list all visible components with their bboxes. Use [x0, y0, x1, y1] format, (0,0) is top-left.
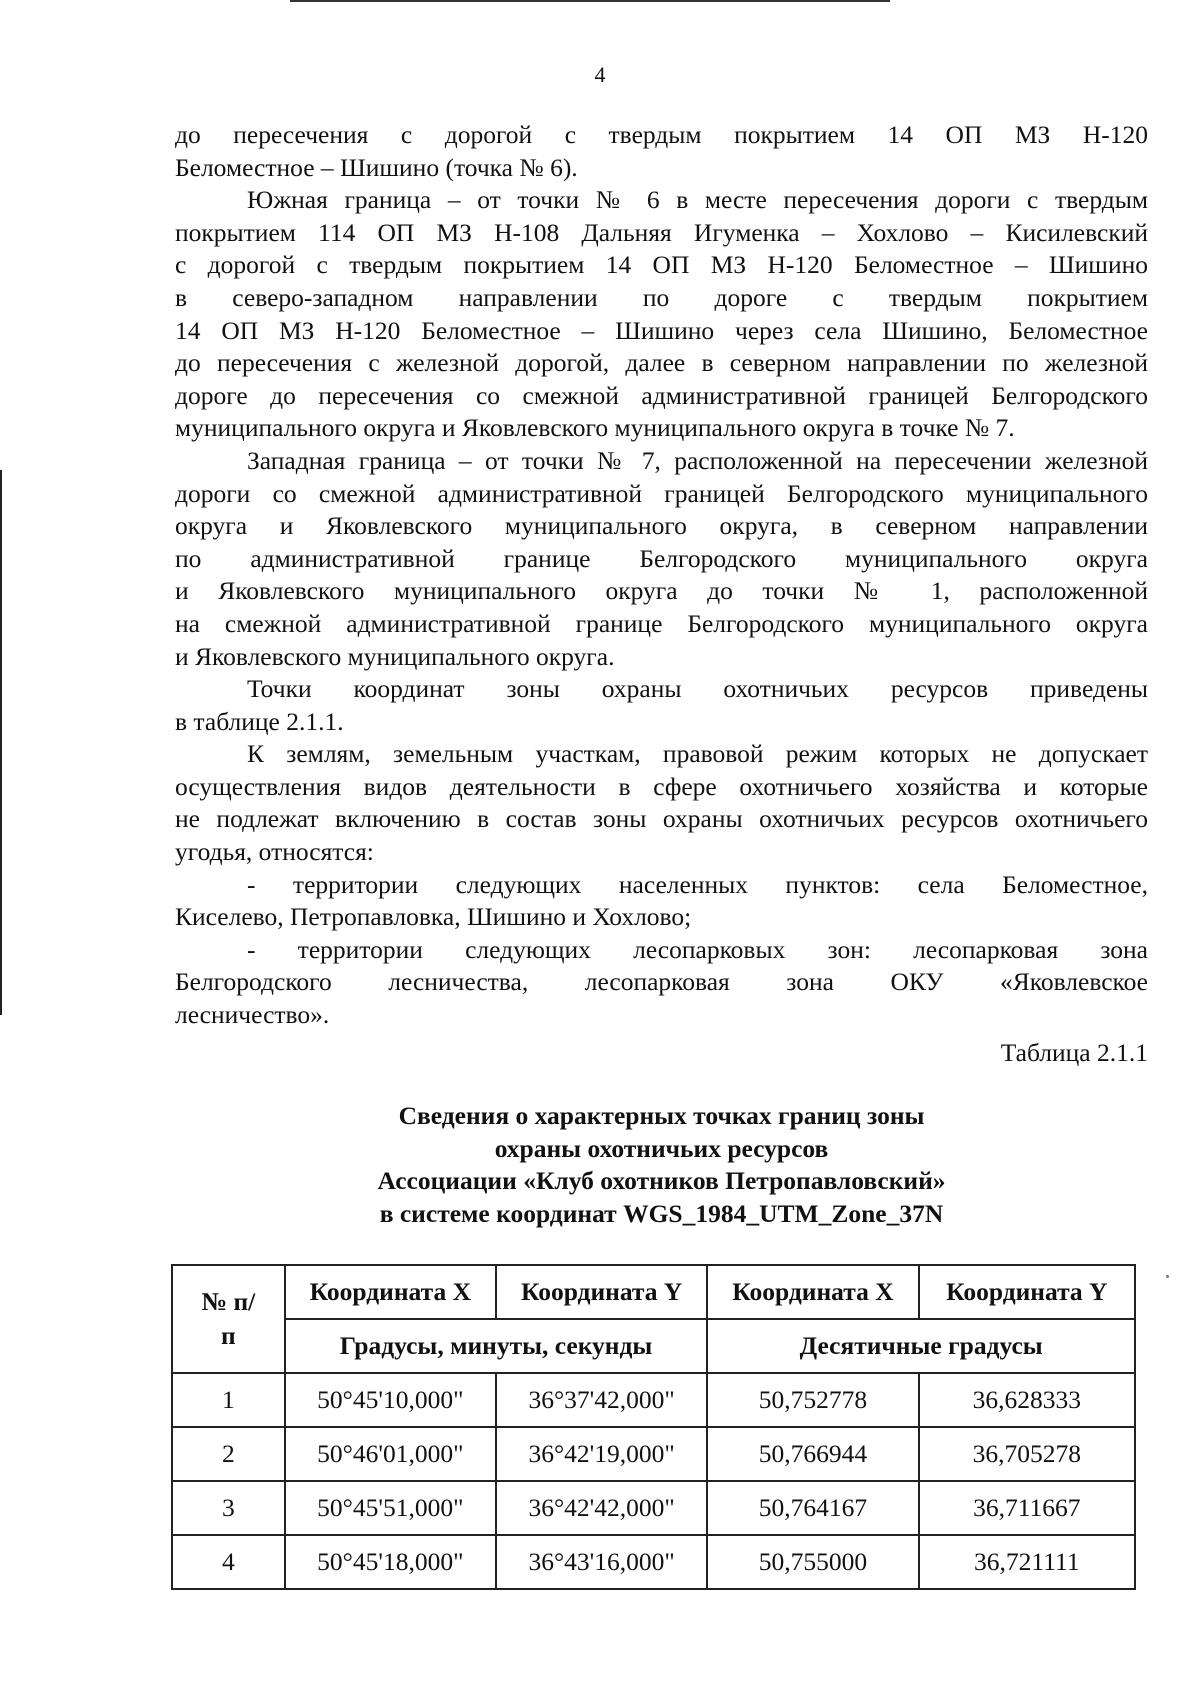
- paragraph-coordinates-ref: [175, 673, 1148, 738]
- text-line: округа и Яковлевского муниципального округа, в северном направлении: [175, 511, 1148, 541]
- cell-x-dec: 50,764167: [707, 1481, 918, 1535]
- list-item-forest-park-zones: [175, 934, 1148, 1032]
- cell-y-dms: 36°42'19,000": [496, 1427, 707, 1481]
- cell-y-dms: 36°42'42,000": [496, 1481, 707, 1535]
- header-coord-y-dec: Координата Y: [919, 1265, 1135, 1319]
- scan-speck: [1166, 1275, 1169, 1278]
- text-line: по административной границе Белгородского муниципального округа: [175, 543, 1148, 573]
- cell-x-dms: 50°46'01,000": [285, 1427, 496, 1481]
- table-row: [172, 1481, 1135, 1535]
- list-item-settlements: [175, 869, 1148, 934]
- header-coord-x-dec: Координата X: [707, 1265, 918, 1319]
- table-row: [172, 1373, 1135, 1427]
- table-title: [175, 1100, 1148, 1230]
- left-scan-edge: [0, 470, 2, 1015]
- body-text: [175, 119, 1148, 1032]
- table-title-line: охраны охотничьих ресурсов: [494, 1133, 829, 1163]
- cell-x-dms: 50°45'51,000": [285, 1481, 496, 1535]
- cell-x-dms: 50°45'18,000": [285, 1535, 496, 1589]
- text-line: дороги со смежной административной границей Белгородского муниципального: [175, 478, 1148, 508]
- text-line: лесничество».: [175, 1000, 330, 1030]
- text-line: до пересечения с дорогой с твердым покрытием 14 ОП МЗ Н-120: [175, 120, 1148, 149]
- header-number: [172, 1265, 285, 1373]
- table-title-line: в системе координат WGS_1984_UTM_Zone_37N: [379, 1198, 944, 1228]
- cell-y-dec: 36,711667: [919, 1481, 1135, 1535]
- cell-y-dec: 36,721111: [919, 1535, 1135, 1589]
- text-line: дороге до пересечения со смежной административной границей Белгородского: [175, 380, 1148, 410]
- table-header-row: [172, 1319, 1135, 1373]
- cell-x-dec: 50,755000: [707, 1535, 918, 1589]
- header-group-dms: Градусы, минуты, секунды: [285, 1319, 708, 1373]
- table-row: [172, 1535, 1135, 1589]
- table-caption: Таблица 2.1.1: [1000, 1038, 1148, 1067]
- text-line: угодья, относятся:: [175, 837, 374, 867]
- table-title-line: Сведения о характерных точках границ зоны: [398, 1101, 925, 1130]
- paragraph-west-border: [175, 445, 1148, 673]
- cell-number: 2: [172, 1427, 285, 1481]
- text-line: - территории следующих населенных пунктов: села Беломестное,: [247, 869, 1148, 899]
- paragraph-excluded-lands: [175, 738, 1148, 868]
- cell-y-dec: 36,628333: [919, 1373, 1135, 1427]
- header-coord-y-dms: Координата Y: [496, 1265, 707, 1319]
- header-coord-x-dms: Координата X: [285, 1265, 496, 1319]
- text-line: Точки координат зоны охраны охотничьих ресурсов приведены: [247, 674, 1148, 704]
- text-line: не подлежат включению в состав зоны охраны охотничьих ресурсов охотничьего: [175, 804, 1148, 834]
- text-line: К землям, земельным участкам, правовой режим которых не допускает: [247, 739, 1148, 769]
- cell-y-dms: 36°43'16,000": [496, 1535, 707, 1589]
- top-scan-rule: [290, 0, 890, 2]
- text-line: Киселево, Петропавловка, Шишино и Хохлово;: [175, 902, 692, 932]
- cell-x-dec: 50,752778: [707, 1373, 918, 1427]
- cell-x-dms: 50°45'10,000": [285, 1373, 496, 1427]
- text-line: в северо-западном направлении по дороге с твердым покрытием: [175, 282, 1148, 312]
- cell-y-dec: 36,705278: [919, 1427, 1135, 1481]
- cell-number: 1: [172, 1373, 285, 1427]
- text-line: 14 ОП МЗ Н-120 Беломестное – Шишино через села Шишино, Беломестное: [175, 315, 1148, 345]
- text-line: до пересечения с железной дорогой, далее в северном направлении по железной: [175, 348, 1148, 378]
- paragraph-1: [175, 119, 1148, 184]
- text-line: осуществления видов деятельности в сфере охотничьего хозяйства и которые: [175, 771, 1148, 801]
- table-title-line: Ассоциации «Клуб охотников Петропавловский»: [377, 1166, 946, 1195]
- text-line: и Яковлевского муниципального округа до точки № 1, расположенной: [175, 576, 1148, 606]
- table-row: [172, 1427, 1135, 1481]
- text-line: и Яковлевского муниципального округа.: [175, 641, 615, 671]
- text-line: покрытием 114 ОП МЗ Н-108 Дальняя Игуменка – Хохлово – Кисилевский: [175, 217, 1148, 247]
- table-header-row: [172, 1265, 1135, 1319]
- text-line: Южная граница – от точки № 6 в месте пересечения дороги с твердым: [247, 185, 1148, 215]
- text-line: на смежной административной границе Белгородского муниципального округа: [175, 608, 1148, 638]
- coordinates-table: [171, 1264, 1136, 1590]
- text-line: Беломестное – Шишино (точка № 6).: [175, 152, 578, 182]
- cell-y-dms: 36°37'42,000": [496, 1373, 707, 1427]
- header-number-label: № п/п: [201, 1287, 256, 1350]
- page-number: 4: [594, 62, 606, 87]
- text-line: Белгородского лесничества, лесопарковая зона ОКУ «Яковлевское: [175, 967, 1148, 997]
- text-line: Западная граница – от точки № 7, расположенной на пересечении железной: [247, 445, 1148, 475]
- cell-number: 4: [172, 1535, 285, 1589]
- text-line: с дорогой с твердым покрытием 14 ОП МЗ Н-120 Беломестное – Шишино: [175, 250, 1148, 280]
- paragraph-south-border: [175, 184, 1148, 445]
- header-group-decimal: Десятичные градусы: [707, 1319, 1135, 1373]
- cell-number: 3: [172, 1481, 285, 1535]
- text-line: муниципального округа и Яковлевского муниципального округа в точке № 7.: [175, 413, 1015, 443]
- cell-x-dec: 50,766944: [707, 1427, 918, 1481]
- text-line: в таблице 2.1.1.: [175, 706, 344, 736]
- text-line: - территории следующих лесопарковых зон: лесопарковая зона: [247, 934, 1148, 964]
